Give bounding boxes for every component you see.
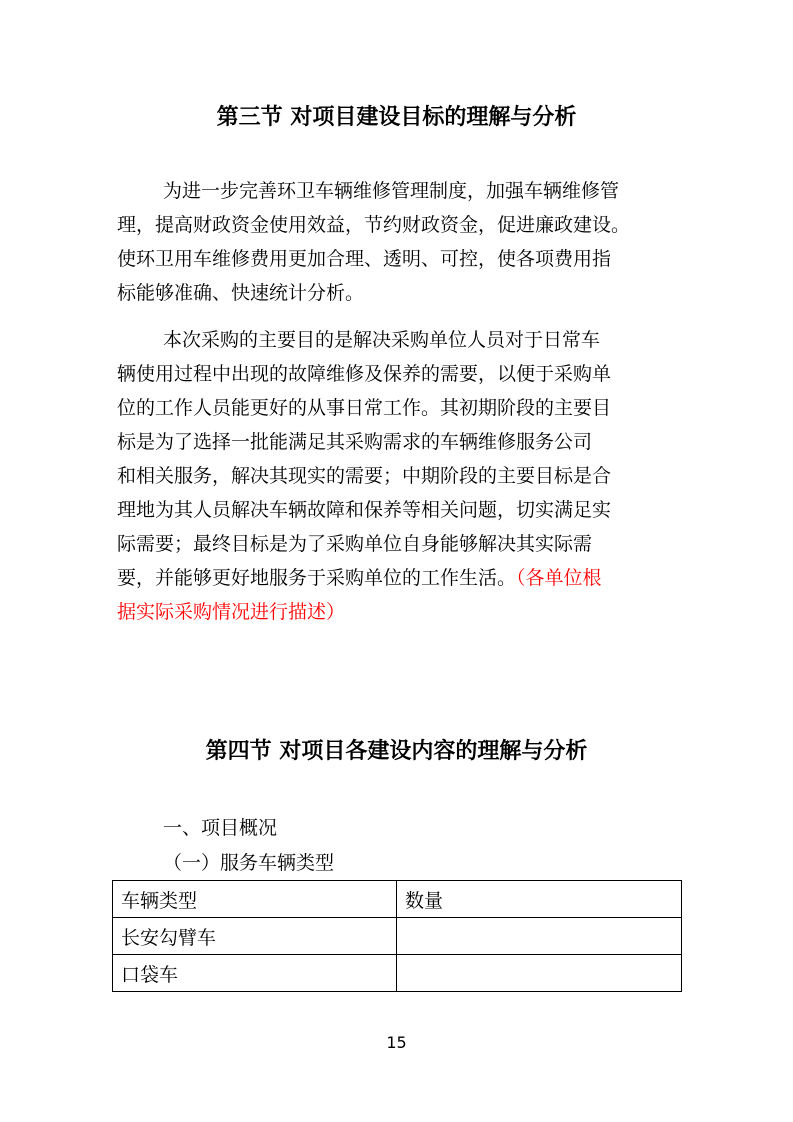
paragraph-line: 使环卫用车维修费用更加合理、透明、可控，使各项费用指 — [117, 248, 612, 270]
paragraph-line: 际需要；最终目标是为了采购单位自身能够解决其实际需 — [117, 533, 593, 555]
paragraph-line: 理地为其人员解决车辆故障和保养等相关问题，切实满足实 — [117, 499, 612, 521]
paragraph-line: 标是为了选择一批能满足其采购需求的车辆维修服务公司 — [117, 431, 593, 453]
paragraph-line: 辆使用过程中出现的故障维修及保养的需要，以便于采购单 — [117, 363, 612, 385]
cell-vehicle-type: 口袋车 — [113, 955, 397, 992]
vehicle-types-table — [112, 880, 682, 992]
paragraph-line: 和相关服务，解决其现实的需要；中期阶段的主要目标是合 — [117, 465, 612, 487]
table-header-row — [113, 881, 682, 918]
section-heading-4: 第四节 对项目各建设内容的理解与分析 — [205, 739, 588, 764]
cell-vehicle-type: 长安勾臂车 — [113, 918, 397, 955]
paragraph-line: 本次采购的主要目的是解决采购单位人员对于日常车 — [163, 329, 601, 351]
paragraph-line — [117, 565, 677, 591]
outline-item-overview: 一、项目概况 — [163, 817, 278, 839]
cell-quantity — [397, 955, 682, 992]
paragraph-line: 标能够准确、快速统计分析。 — [117, 282, 365, 304]
cell-quantity — [397, 918, 682, 955]
table-row — [113, 918, 682, 955]
paragraph-line: 为进一步完善环卫车辆维修管理制度，加强车辆维修管 — [163, 180, 620, 202]
paragraph-text: 要，并能够更好地服务于采购单位的工作生活。 — [117, 567, 517, 589]
header-cell-quantity: 数量 — [397, 881, 682, 918]
table-row — [113, 955, 682, 992]
paragraph-line: 位的工作人员能更好的从事日常工作。其初期阶段的主要目 — [117, 397, 612, 419]
header-cell-vehicle-type: 车辆类型 — [113, 881, 397, 918]
page-number: 15 — [386, 1033, 407, 1052]
outline-item-vehicle-types: （一）服务车辆类型 — [163, 852, 335, 874]
section-heading-3: 第三节 对项目建设目标的理解与分析 — [216, 105, 577, 130]
instruction-note-line: 据实际采购情况进行描述） — [117, 601, 346, 623]
paragraph-line: 理，提高财政资金使用效益，节约财政资金，促进廉政建设。 — [117, 214, 631, 236]
instruction-note: （各单位根 — [516, 567, 602, 589]
